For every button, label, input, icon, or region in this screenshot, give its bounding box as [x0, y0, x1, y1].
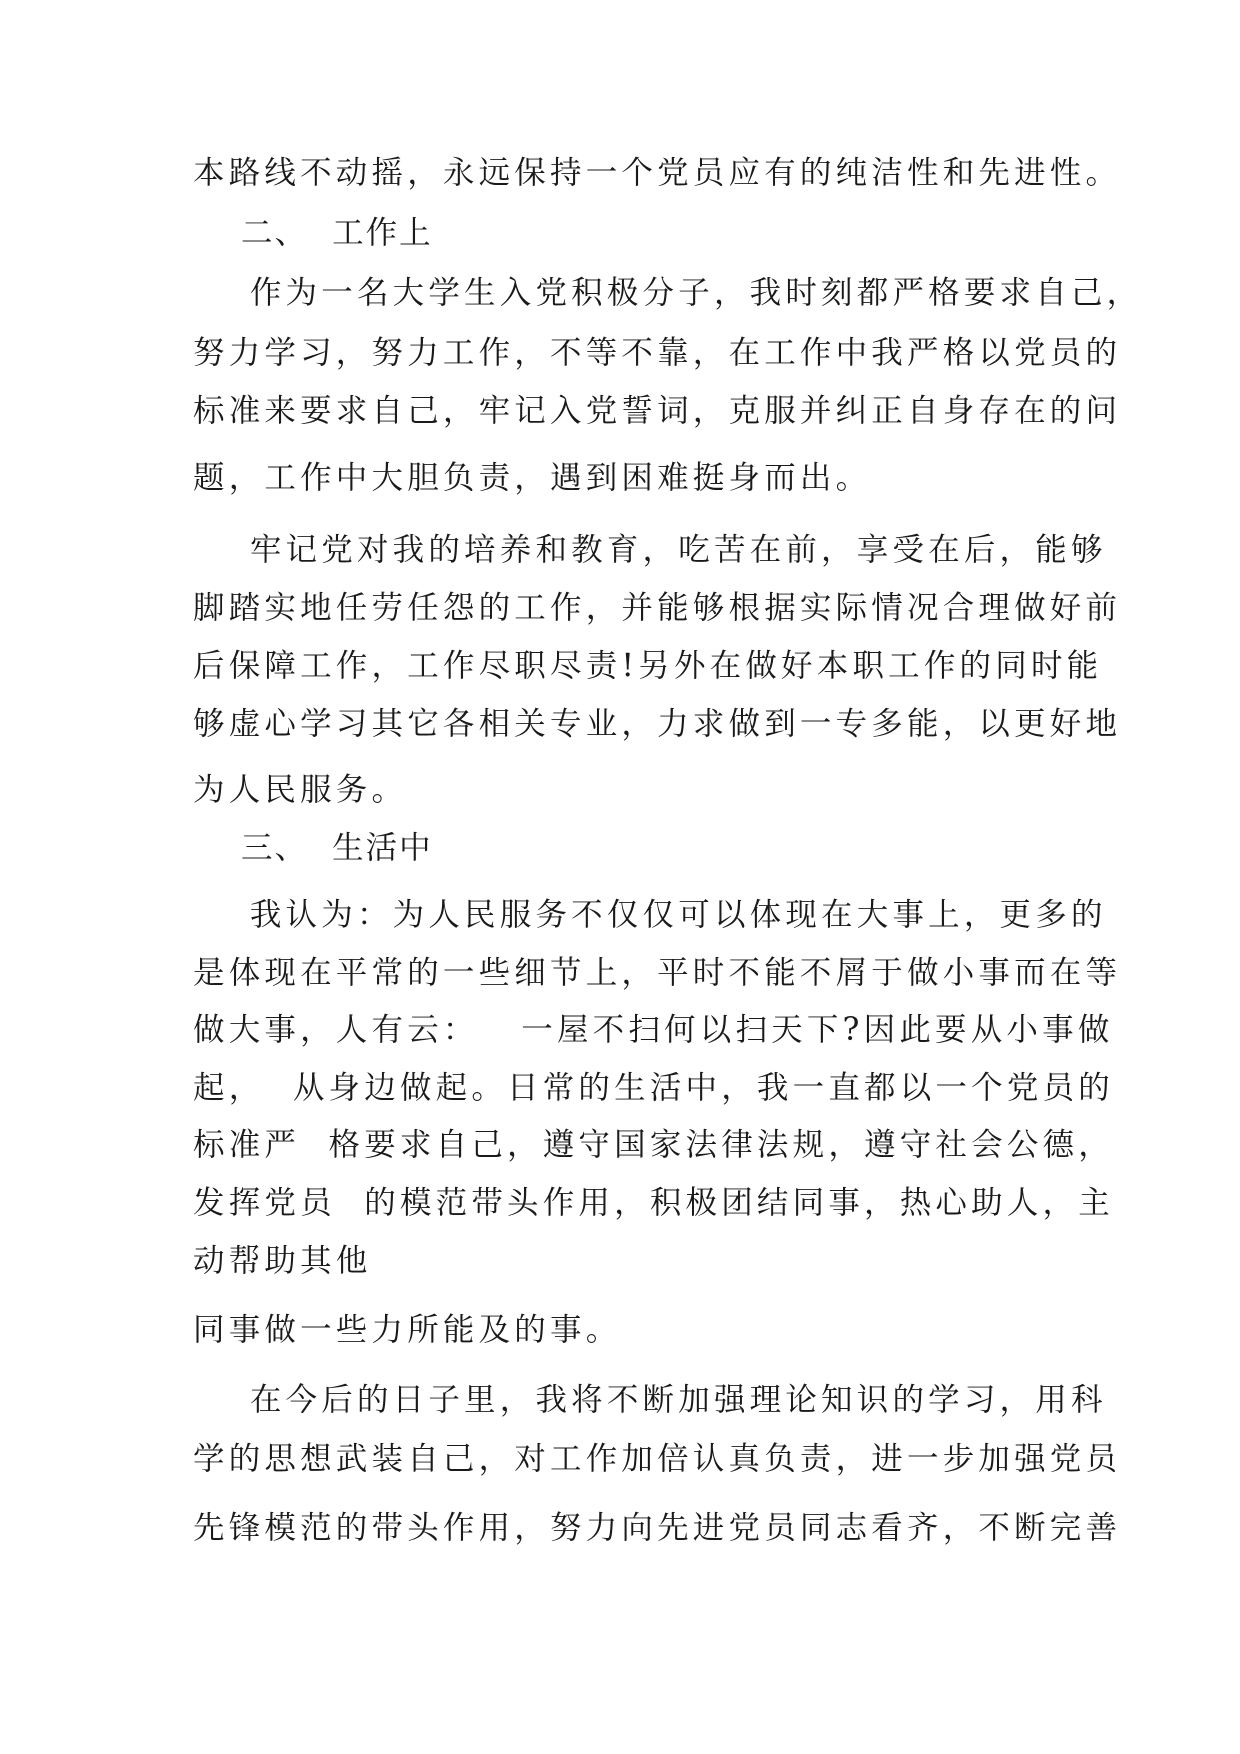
section-heading-life: 三、 生活中 [193, 830, 433, 866]
text-line: 我认为：为人民服务不仅仅可以体现在大事上，更多的 [193, 897, 1107, 933]
text-line: 标准严 格要求自己，遵守国家法律法规，遵守社会公德， [193, 1127, 1114, 1163]
text-line: 努力学习，努力工作，不等不靠，在工作中我严格以党员的 [193, 335, 1122, 371]
text-line: 标准来要求自己，牢记入党誓词，克服并纠正自身存在的问 [193, 393, 1122, 429]
text-line: 是体现在平常的一些细节上，平时不能不屑于做小事而在等 [193, 955, 1122, 991]
text-line: 脚踏实地任劳任怨的工作，并能够根据实际情况合理做好前 [193, 590, 1122, 626]
text-line: 先锋模范的带头作用，努力向先进党员同志看齐，不断完善 [193, 1510, 1122, 1546]
text-line: 发挥党员 的模范带头作用，积极团结同事，热心助人，主 [193, 1185, 1114, 1221]
text-line: 在今后的日子里，我将不断加强理论知识的学习，用科 [193, 1382, 1107, 1418]
text-line: 为人民服务。 [193, 772, 408, 808]
text-line: 做大事，人有云： 一屋不扫何以扫天下?因此要从小事做 [193, 1012, 1114, 1048]
text-line: 作为一名大学生入党积极分子，我时刻都严格要求自己， [193, 275, 1143, 311]
text-line: 后保障工作，工作尽职尽责!另外在做好本职工作的同时能 [193, 648, 1103, 684]
text-line: 动帮助其他 [193, 1243, 372, 1279]
section-heading-work: 二、 工作上 [193, 215, 433, 251]
text-line: 牢记党对我的培养和教育，吃苦在前，享受在后，能够 [193, 532, 1107, 568]
text-line: 够虚心学习其它各相关专业，力求做到一专多能，以更好地 [193, 706, 1122, 742]
text-line: 本路线不动摇，永远保持一个党员应有的纯洁性和先进性。 [193, 155, 1122, 191]
text-line: 同事做一些力所能及的事。 [193, 1312, 622, 1348]
text-line: 题，工作中大胆负责，遇到困难挺身而出。 [193, 460, 872, 496]
text-line: 起， 从身边做起。日常的生活中，我一直都以一个党员的 [193, 1070, 1114, 1106]
text-line: 学的思想武装自己，对工作加倍认真负责，进一步加强党员 [193, 1441, 1122, 1477]
